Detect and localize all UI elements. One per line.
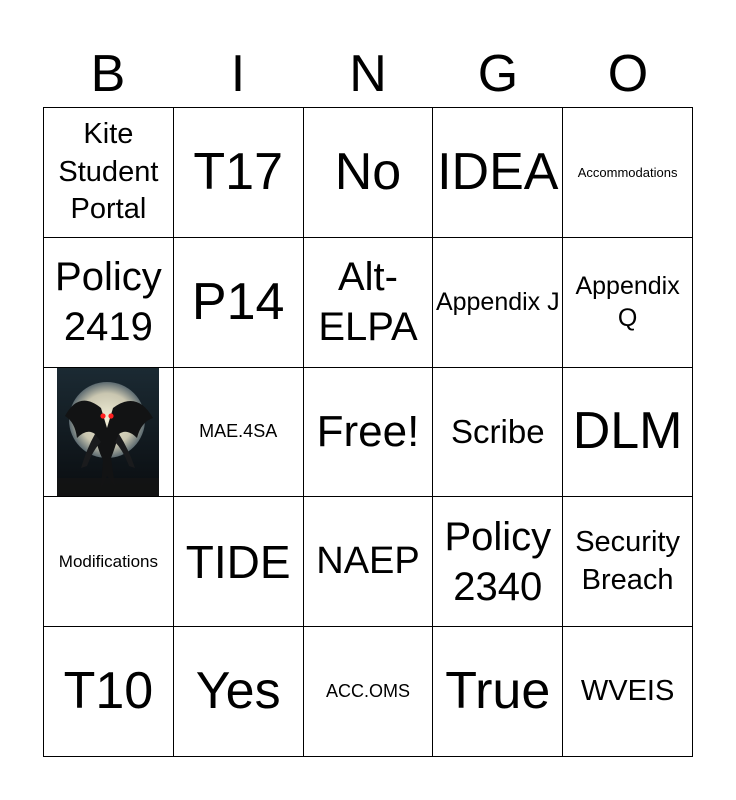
cell-label: Yes [195,662,281,721]
cell-label: Appendix J [435,287,560,316]
bingo-cell[interactable] [304,238,434,368]
cell-label: P14 [191,272,285,331]
cell-label: Kite Student Portal [58,117,159,226]
bingo-cell[interactable] [44,238,174,368]
bingo-cell[interactable] [174,238,304,368]
header-letter-i: I [230,45,246,103]
header-letter-n: N [349,45,387,103]
cell-label: True [445,662,551,721]
bingo-cell[interactable] [174,108,304,238]
cell-label: T10 [63,662,154,721]
cell-label: Accommodations [577,164,678,180]
bingo-cell[interactable] [304,497,434,627]
bingo-cell[interactable] [304,108,434,238]
bingo-cell-image[interactable] [44,368,174,498]
cell-label: ACC.OMS [325,680,410,701]
bingo-cell[interactable] [44,627,174,757]
cell-label: IDEA [437,142,559,201]
cell-label: WVEIS [580,674,675,707]
cell-label: DLM [572,402,683,461]
cell-label: NAEP [316,540,420,583]
bingo-cell[interactable] [44,497,174,627]
bingo-cell[interactable] [174,627,304,757]
bingo-cell[interactable] [563,497,693,627]
cell-label: Alt-ELPA [318,255,418,350]
header-letter-o: O [607,45,649,103]
bingo-cell[interactable] [174,497,304,627]
cell-label: T17 [193,142,283,201]
bingo-cell[interactable] [563,368,693,498]
header-letter-b: B [90,45,126,103]
cell-label: Policy 2419 [55,255,162,350]
bingo-cell[interactable] [433,627,563,757]
cell-label: Modifications [58,551,158,571]
free-space-cell[interactable] [304,368,434,498]
cell-label: No [334,142,402,201]
mothman-illustration-icon [57,368,159,496]
cell-label: Security Breach [575,526,680,596]
cell-label: TIDE [185,535,291,588]
cell-label: Scribe [451,413,545,451]
cell-label: Free! [316,406,420,456]
cell-label: MAE.4SA [199,421,278,442]
bingo-cell[interactable] [44,108,174,238]
bingo-cell[interactable] [433,368,563,498]
bingo-card [43,107,693,757]
header-letter-g: G [477,45,519,103]
bingo-cell[interactable] [563,627,693,757]
bingo-cell[interactable] [174,368,304,498]
bingo-cell[interactable] [563,108,693,238]
bingo-cell[interactable] [304,627,434,757]
bingo-cell[interactable] [433,238,563,368]
cell-label: Policy 2340 [444,514,552,609]
bingo-header [43,40,693,108]
cell-label: Appendix Q [575,271,680,333]
bingo-cell[interactable] [433,108,563,238]
bingo-cell[interactable] [563,238,693,368]
bingo-cell[interactable] [433,497,563,627]
